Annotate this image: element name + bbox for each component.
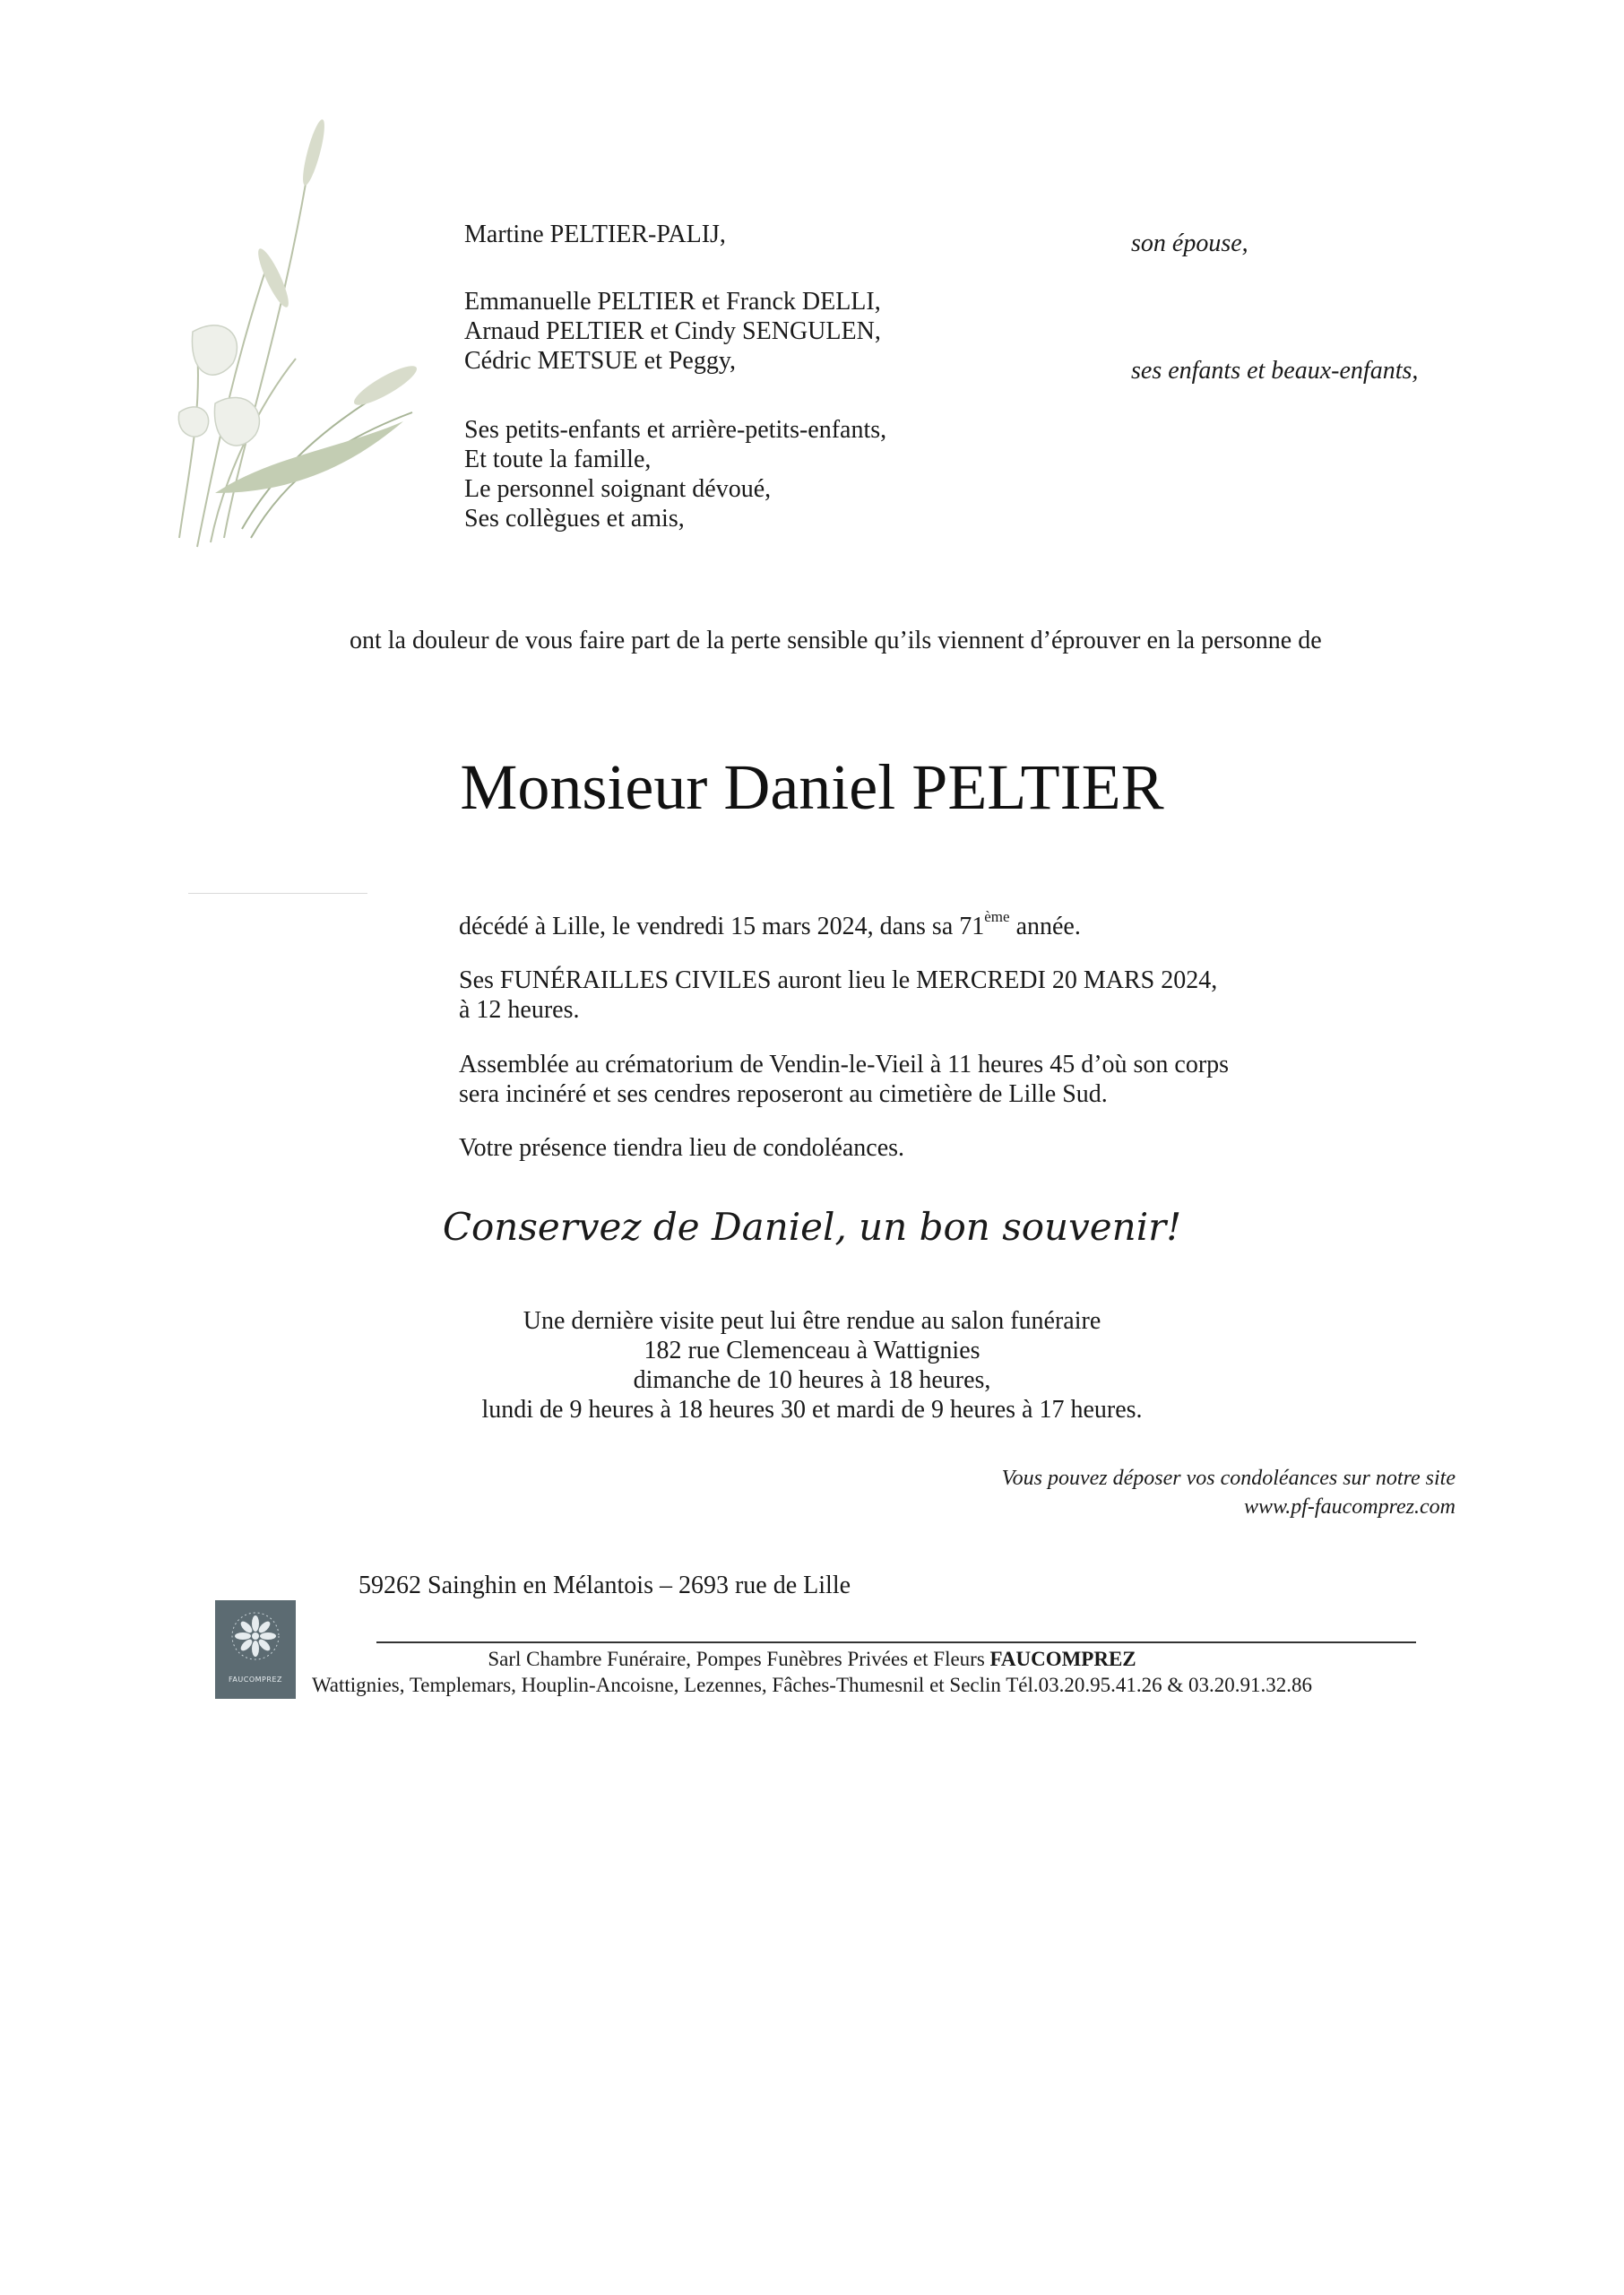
death-details (459, 907, 1081, 941)
visit-line: 182 rue Clemenceau à Wattignies (644, 1337, 980, 1364)
death-text: décédé à Lille, le vendredi 15 mars 2024, dans sa 71 (459, 913, 985, 940)
footer-rule (376, 1641, 1416, 1643)
footer-company (0, 1647, 1624, 1672)
condolences-note: Votre présence tiendra lieu de condoléances. (459, 1134, 905, 1162)
wife-relation: son épouse, (1131, 230, 1248, 257)
floral-illustration (161, 117, 430, 556)
visit-line: Une dernière visite peut lui être rendue au salon funéraire (523, 1307, 1101, 1335)
child-line: Arnaud PELTIER et Cindy SENGULEN, (464, 317, 881, 345)
funeral-line: Ses FUNÉRAILLES CIVILES auront lieu le MERCREDI 20 MARS 2024, (459, 966, 1218, 994)
mourner-line: Ses collègues et amis, (464, 505, 685, 533)
company-address: 59262 Sainghin en Mélantois – 2693 rue de Lille (358, 1572, 851, 1599)
visit-line: dimanche de 10 heures à 18 heures, (633, 1366, 991, 1394)
mourner-line: Ses petits-enfants et arrière-petits-enfants, (464, 416, 887, 444)
ordinal-suffix: ème (984, 907, 1010, 925)
announcement-text: ont la douleur de vous faire part de la perte sensible qu’ils viennent d’éprouver en la personne de (350, 627, 1322, 654)
death-text-end: année. (1009, 913, 1081, 940)
divider (188, 893, 367, 894)
visit-line: lundi de 9 heures à 18 heures 30 et mardi de 9 heures à 17 heures. (481, 1396, 1143, 1424)
mourner-line: Et toute la famille, (464, 446, 652, 473)
souvenir-phrase: Conservez de Daniel, un bon souvenir! (442, 1205, 1182, 1249)
funeral-time: à 12 heures. (459, 996, 580, 1024)
children-list (464, 287, 881, 376)
online-text: Vous pouvez déposer vos condoléances sur notre site (1001, 1467, 1456, 1490)
child-line: Cédric METSUE et Peggy, (464, 347, 737, 375)
online-condolences (1002, 1464, 1456, 1521)
crematorium-line: Assemblée au crématorium de Vendin-le-Vieil à 11 heures 45 d’où son corps (459, 1051, 1230, 1078)
mourner-line: Le personnel soignant dévoué, (464, 475, 772, 503)
visit-info (0, 1306, 1624, 1425)
footer-company-name: FAUCOMPREZ (989, 1648, 1136, 1670)
deceased-name: Monsieur Daniel PELTIER (460, 751, 1164, 823)
children-relation: ses enfants et beaux-enfants, (1131, 357, 1419, 385)
other-mourners (464, 415, 886, 533)
footer-company-desc: Sarl Chambre Funéraire, Pompes Funèbres Privées et Fleurs (488, 1648, 990, 1670)
wife-name: Martine PELTIER-PALIJ, (464, 221, 726, 248)
child-line: Emmanuelle PELTIER et Franck DELLI, (464, 288, 881, 316)
crematorium-line: sera incinéré et ses cendres reposeront au cimetière de Lille Sud. (459, 1080, 1108, 1108)
logo-text: FAUCOMPREZ (229, 1676, 282, 1684)
footer-locations: Wattignies, Templemars, Houplin-Ancoisne, Lezennes, Fâches-Thumesnil et Seclin Tél.03.20.95.41.26 & 03.20.91.32.86 (311, 1674, 1313, 1696)
website-link[interactable]: www.pf-faucomprez.com (1244, 1495, 1456, 1519)
